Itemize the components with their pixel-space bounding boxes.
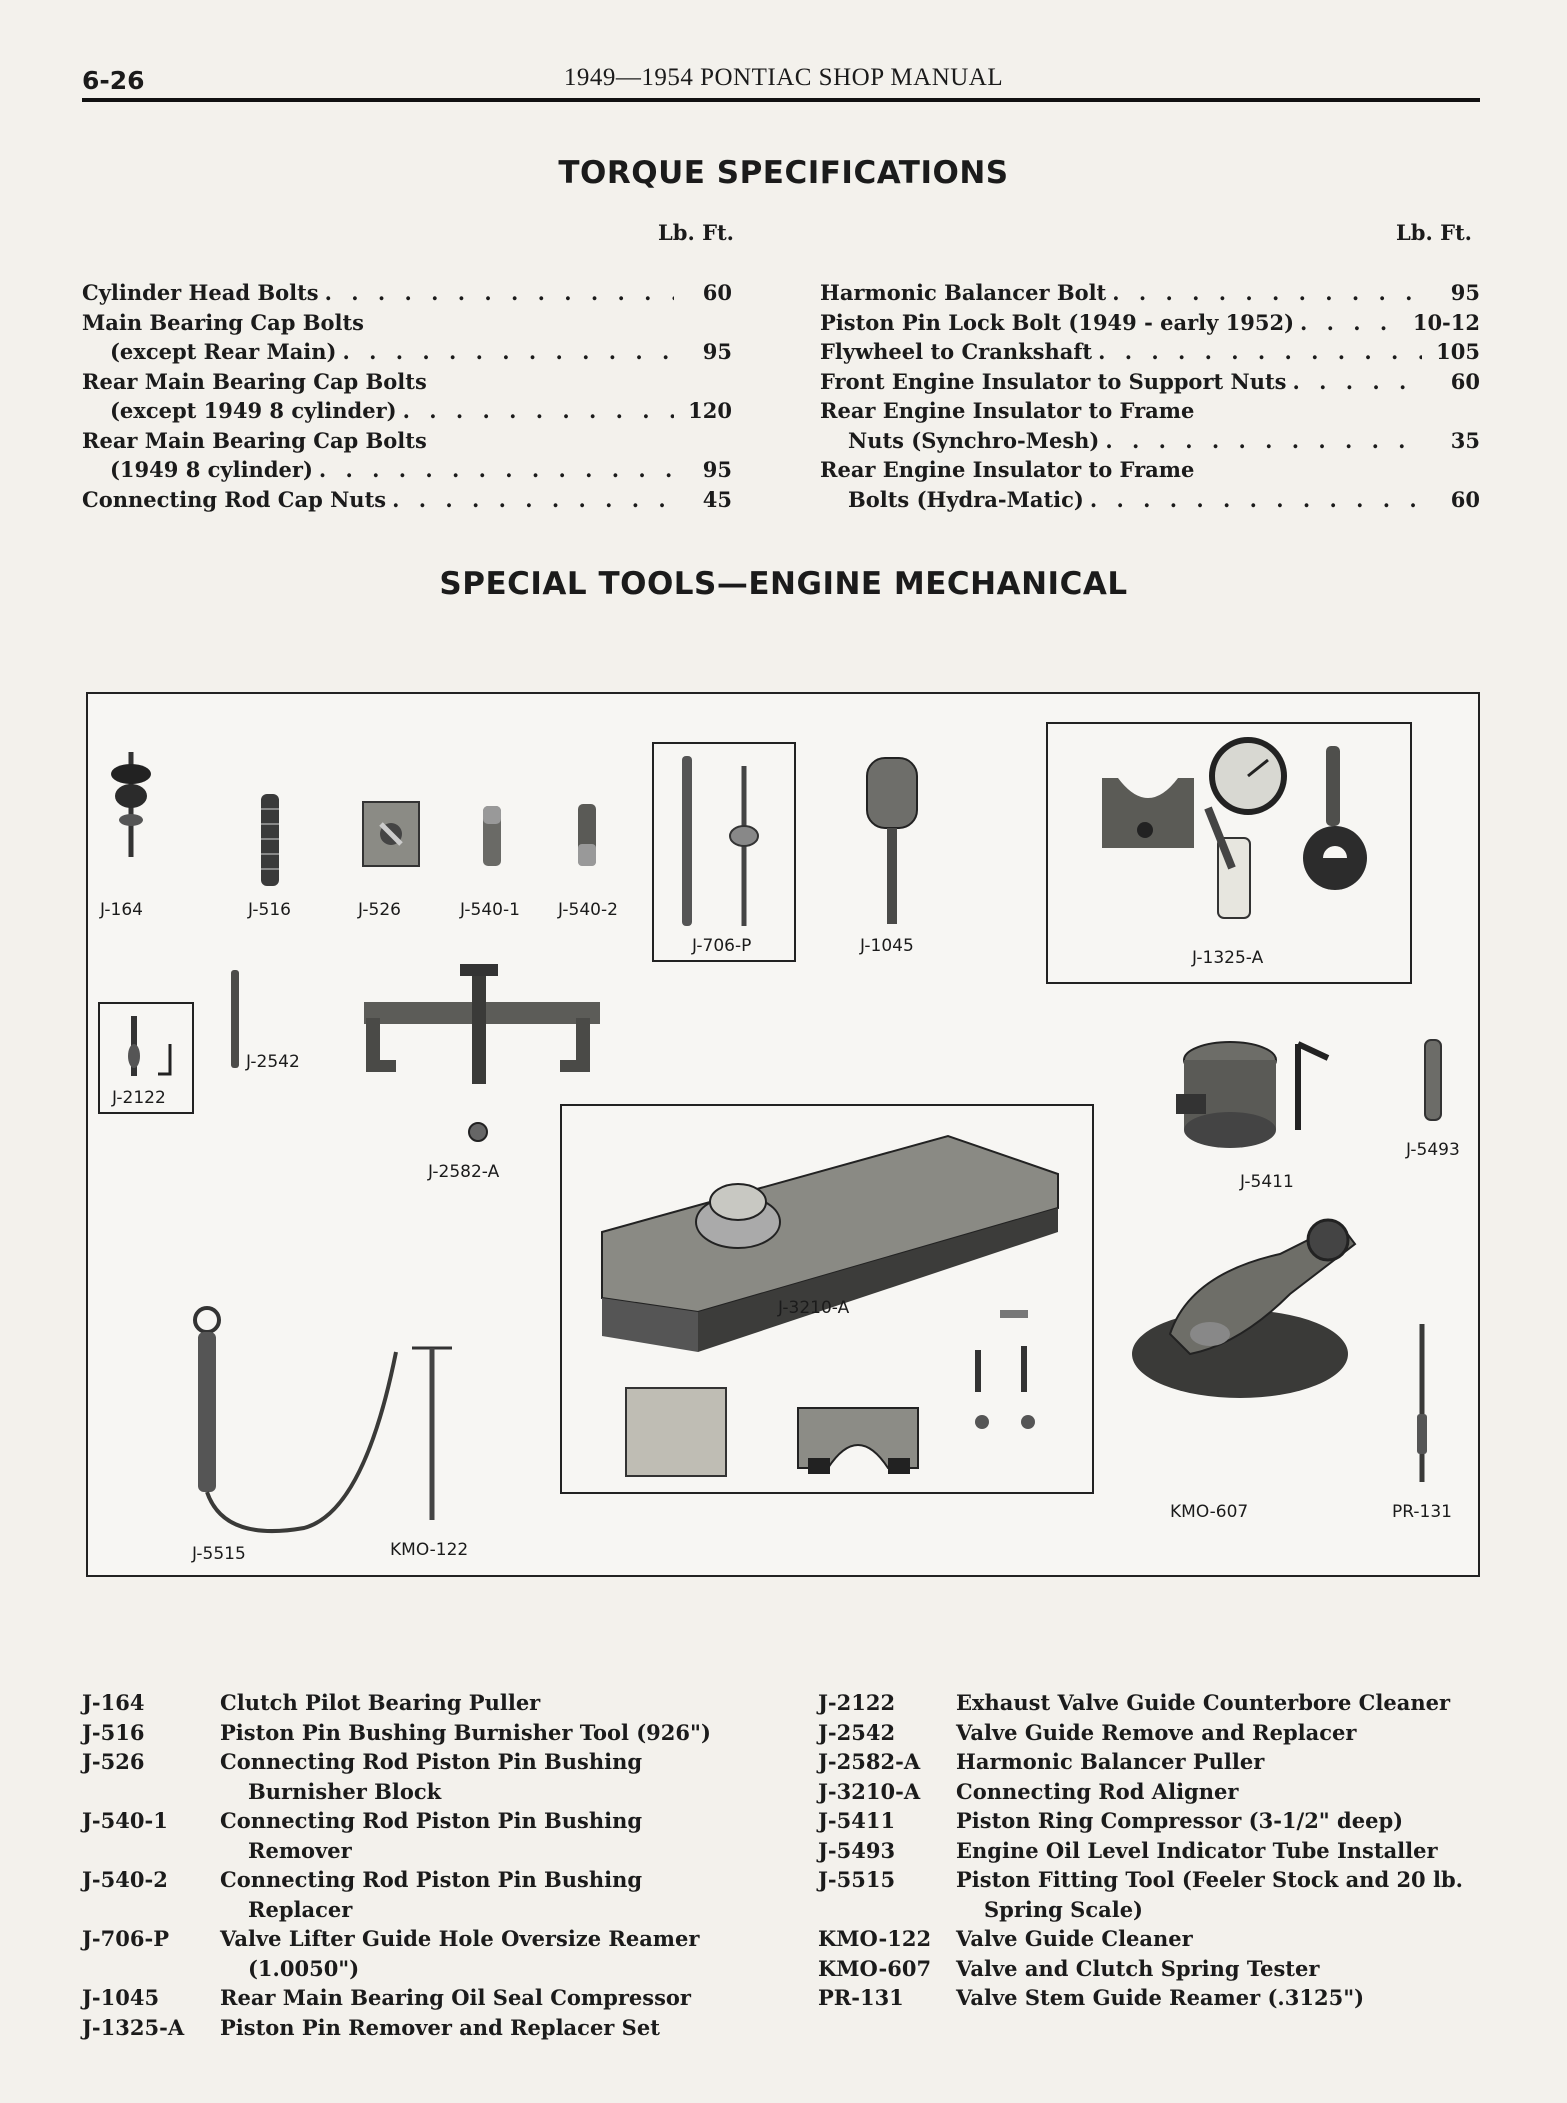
legend-tool-code: J-540-2: [82, 1867, 168, 1892]
legend-tool-description: Valve and Clutch Spring Tester: [956, 1955, 1320, 1981]
leader-dots: [1300, 308, 1407, 338]
kmo-122-tool-image: [412, 1344, 452, 1524]
legend-tool-code: PR-131: [818, 1985, 904, 2010]
torque-row: [82, 426, 732, 456]
special-tools-title: SPECIAL TOOLS—ENGINE MECHANICAL: [439, 566, 1128, 602]
legend-item: [82, 1865, 742, 1924]
torque-row: [820, 278, 1480, 308]
tool-legend-right: [818, 1688, 1482, 2013]
torque-row: [82, 278, 732, 308]
legend-tool-code: J-5493: [818, 1837, 896, 1863]
torque-row: [820, 367, 1480, 397]
legend-tool-description: Connecting Rod Piston Pin Bushing Replacer: [220, 1867, 643, 1922]
caption-j-540-2: J-540-2: [558, 900, 618, 920]
j-526-tool-image: [363, 802, 419, 866]
j-2542-tool-image: [228, 970, 242, 1070]
torque-row-label: Rear Engine Insulator to Frame: [820, 398, 1195, 423]
legend-tool-description: Piston Pin Bushing Burnisher Tool (926"): [220, 1719, 711, 1745]
legend-tool-description: Valve Stem Guide Reamer (.3125"): [956, 1985, 1365, 2010]
header-rule: [82, 98, 1480, 102]
legend-tool-code: J-526: [82, 1749, 145, 1774]
torque-row: [820, 337, 1480, 367]
leader-dots: [1112, 278, 1422, 308]
legend-tool-code: J-706-P: [82, 1926, 169, 1951]
legend-tool-code: KMO-607: [818, 1955, 932, 1981]
legend-item: [82, 1806, 742, 1865]
torque-row-label: (1949 8 cylinder): [110, 457, 313, 482]
torque-row-label: Rear Engine Insulator to Frame: [820, 457, 1195, 482]
caption-j-3210-a: J-3210-A: [778, 1298, 850, 1318]
legend-tool-code: J-1325-A: [82, 2014, 185, 2040]
torque-row: [820, 485, 1480, 515]
leader-dots: [392, 485, 674, 515]
leader-dots: [319, 455, 674, 485]
legend-tool-description: Connecting Rod Piston Pin Bushing Burnisher Block: [220, 1749, 643, 1804]
unit-header-left: Lb. Ft.: [658, 220, 734, 245]
leader-dots: [343, 337, 675, 367]
torque-row: [82, 308, 732, 338]
caption-j-526: J-526: [358, 900, 401, 920]
legend-item: [818, 1688, 1482, 1718]
legend-item: [818, 1983, 1482, 2013]
torque-row-label: Bolts (Hydra-Matic): [848, 486, 1084, 512]
leader-dots: [1105, 426, 1422, 456]
legend-tool-description: Valve Guide Cleaner: [956, 1926, 1193, 1951]
torque-row-label: Rear Main Bearing Cap Bolts: [82, 368, 427, 394]
page-number: 6-26: [82, 66, 145, 95]
legend-item: [82, 1924, 742, 1983]
j-706-p-tool-image: [672, 756, 782, 926]
caption-kmo-122: KMO-122: [390, 1540, 469, 1560]
leader-dots: [1293, 367, 1422, 397]
caption-j-2582-a: J-2582-A: [428, 1162, 500, 1182]
torque-row: [82, 367, 732, 397]
legend-tool-code: J-540-1: [82, 1808, 168, 1833]
caption-j-5515: J-5515: [192, 1544, 246, 1564]
running-head: 1949—1954 PONTIAC SHOP MANUAL: [563, 64, 1004, 91]
caption-j-5411: J-5411: [1240, 1172, 1294, 1192]
torque-row-value: 60: [702, 280, 732, 305]
torque-row-value: 95: [1450, 280, 1480, 305]
legend-tool-code: J-2122: [818, 1690, 896, 1715]
unit-header-right: Lb. Ft.: [1396, 220, 1472, 245]
caption-j-2122: J-2122: [112, 1088, 166, 1108]
legend-item: [818, 1747, 1482, 1777]
legend-tool-code: J-1045: [82, 1985, 160, 2010]
torque-row-value: 95: [702, 457, 732, 482]
leader-dots: [1090, 485, 1422, 515]
leader-dots: [325, 278, 674, 308]
legend-tool-code: J-5411: [818, 1808, 896, 1833]
torque-row: [820, 426, 1480, 456]
j-5411-tool-image: [1178, 1040, 1338, 1158]
caption-j-516: J-516: [248, 900, 291, 920]
legend-tool-code: J-516: [82, 1719, 145, 1745]
legend-tool-description: Exhaust Valve Guide Counterbore Cleaner: [956, 1690, 1451, 1715]
torque-row: [82, 455, 732, 485]
torque-row-value: 95: [702, 339, 732, 364]
torque-row-value: 120: [688, 398, 732, 423]
torque-row-label: (except Rear Main): [110, 339, 337, 364]
leader-dots: [1098, 337, 1422, 367]
kmo-607-tool-image: [1130, 1214, 1362, 1400]
legend-tool-code: J-2582-A: [818, 1749, 921, 1774]
legend-tool-description: Piston Pin Remover and Replacer Set: [220, 2014, 660, 2040]
caption-j-164: J-164: [100, 900, 143, 920]
legend-item: [818, 1777, 1482, 1807]
caption-j-540-1: J-540-1: [460, 900, 520, 920]
legend-tool-description: Connecting Rod Piston Pin Bushing Remover: [220, 1808, 643, 1863]
leader-dots: [403, 396, 674, 426]
legend-item: [818, 1924, 1482, 1954]
torque-row-label: Nuts (Synchro-Mesh): [848, 427, 1100, 453]
legend-item: [818, 1954, 1482, 1984]
torque-row-value: 35: [1450, 427, 1480, 453]
torque-specifications-title: TORQUE SPECIFICATIONS: [558, 155, 1009, 191]
torque-row-label: Rear Main Bearing Cap Bolts: [82, 427, 427, 453]
legend-tool-description: Valve Guide Remove and Replacer: [956, 1719, 1357, 1745]
torque-row-value: 105: [1436, 339, 1480, 364]
legend-item: [82, 1718, 742, 1748]
torque-row-label: Harmonic Balancer Bolt: [820, 280, 1107, 305]
legend-tool-description: Valve Lifter Guide Hole Oversize Reamer (1.0050"): [220, 1926, 700, 1981]
torque-row: [820, 308, 1480, 338]
legend-item: [82, 1747, 742, 1806]
legend-item: [82, 2013, 742, 2043]
caption-kmo-607: KMO-607: [1170, 1502, 1249, 1522]
legend-tool-code: J-164: [82, 1690, 145, 1715]
j-164-tool-image: [106, 752, 156, 862]
torque-row-label: Piston Pin Lock Bolt (1949 - early 1952): [820, 309, 1295, 335]
legend-tool-code: J-2542: [818, 1719, 896, 1745]
caption-j-2542: J-2542: [246, 1052, 300, 1072]
legend-tool-description: Piston Ring Compressor (3-1/2" deep): [956, 1808, 1404, 1833]
legend-item: [818, 1836, 1482, 1866]
legend-tool-description: Engine Oil Level Indicator Tube Installer: [956, 1837, 1438, 1863]
j-540-1-tool-image: [481, 806, 503, 868]
legend-tool-description: Clutch Pilot Bearing Puller: [220, 1690, 541, 1715]
torque-row-label: Main Bearing Cap Bolts: [82, 309, 365, 335]
caption-pr-131: PR-131: [1392, 1502, 1452, 1522]
j-540-2-tool-image: [576, 804, 598, 868]
torque-row-value: 45: [702, 486, 732, 512]
torque-row: [82, 337, 732, 367]
j-516-tool-image: [258, 794, 282, 889]
j-5515-tool-image: [134, 1302, 406, 1542]
torque-row-label: Flywheel to Crankshaft: [820, 339, 1093, 364]
legend-tool-code: J-3210-A: [818, 1778, 921, 1804]
torque-row-label: Connecting Rod Cap Nuts: [82, 486, 387, 512]
caption-j-1325-a: J-1325-A: [1192, 948, 1264, 968]
legend-item: [818, 1806, 1482, 1836]
caption-j-1045: J-1045: [860, 936, 914, 956]
torque-row-value: 60: [1450, 368, 1480, 394]
j-2122-tool-image: [114, 1016, 180, 1082]
legend-item: [82, 1983, 742, 2013]
torque-row-label: (except 1949 8 cylinder): [110, 398, 397, 423]
torque-table-left: [82, 278, 732, 514]
torque-row: [820, 396, 1480, 426]
torque-row: [82, 396, 732, 426]
torque-row: [820, 455, 1480, 485]
j-1045-tool-image: [865, 756, 919, 926]
caption-j-5493: J-5493: [1406, 1140, 1460, 1160]
torque-row: [82, 485, 732, 515]
tool-legend-left: [82, 1688, 742, 2042]
legend-item: [82, 1688, 742, 1718]
torque-row-label: Cylinder Head Bolts: [82, 280, 319, 305]
legend-tool-description: Harmonic Balancer Puller: [956, 1749, 1265, 1774]
j-5493-tool-image: [1422, 1040, 1444, 1122]
torque-row-label: Front Engine Insulator to Support Nuts: [820, 368, 1287, 394]
caption-j-706-p: J-706-P: [692, 936, 752, 956]
legend-tool-description: Rear Main Bearing Oil Seal Compressor: [220, 1985, 691, 2010]
legend-item: [818, 1718, 1482, 1748]
tool-photo-panel: [86, 692, 1480, 1577]
torque-table-right: [820, 278, 1480, 514]
torque-row-value: 60: [1450, 486, 1480, 512]
legend-tool-code: J-5515: [818, 1867, 896, 1892]
torque-row-value: 10-12: [1412, 309, 1480, 335]
j-1325-a-tool-image: [1098, 738, 1388, 938]
pr-131-tool-image: [1412, 1324, 1432, 1484]
legend-tool-description: Connecting Rod Aligner: [956, 1778, 1239, 1804]
legend-tool-code: KMO-122: [818, 1926, 932, 1951]
legend-tool-description: Piston Fitting Tool (Feeler Stock and 20 lb. Spring Scale): [956, 1867, 1463, 1922]
legend-item: [818, 1865, 1482, 1924]
